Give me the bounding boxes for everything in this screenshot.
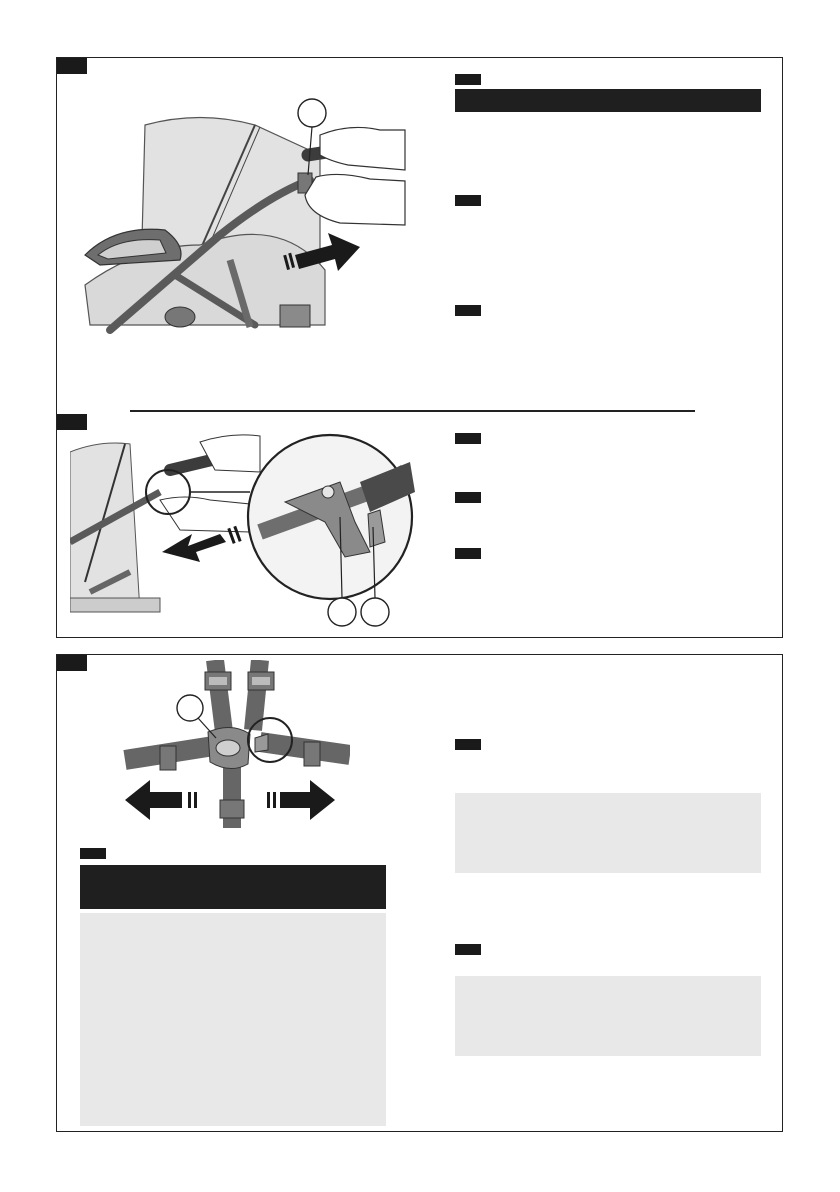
section-corner-tag-c xyxy=(57,655,87,671)
step-tag-8 xyxy=(455,739,481,750)
heading-bar-1 xyxy=(455,89,761,112)
step-tag-3 xyxy=(455,305,481,316)
note-box-3 xyxy=(455,976,761,1056)
callout-circle-icon xyxy=(177,695,203,721)
callout-circle-icon xyxy=(298,99,326,127)
step-tag-1 xyxy=(455,74,481,85)
step-tag-4 xyxy=(455,433,481,444)
note-box-1 xyxy=(80,913,386,1126)
section-divider xyxy=(130,410,695,412)
heading-bar-2 xyxy=(80,865,386,909)
step-tag-6 xyxy=(455,548,481,559)
handle-latch-detail-drawing xyxy=(70,422,450,632)
note-box-2 xyxy=(455,793,761,873)
section-corner-tag-a xyxy=(57,58,87,74)
arrow-left-icon xyxy=(125,780,197,820)
step-tag-7 xyxy=(80,848,106,859)
step-tag-9 xyxy=(455,944,481,955)
arrow-right-icon xyxy=(267,780,335,820)
arrow-left-icon xyxy=(162,526,242,562)
stroller-handle-release-drawing xyxy=(80,95,410,335)
step-tag-2 xyxy=(455,195,481,206)
step-tag-5 xyxy=(455,492,481,503)
callout-circle-a xyxy=(328,598,356,626)
five-point-harness-drawing xyxy=(120,660,350,830)
callout-circle-b xyxy=(361,598,389,626)
